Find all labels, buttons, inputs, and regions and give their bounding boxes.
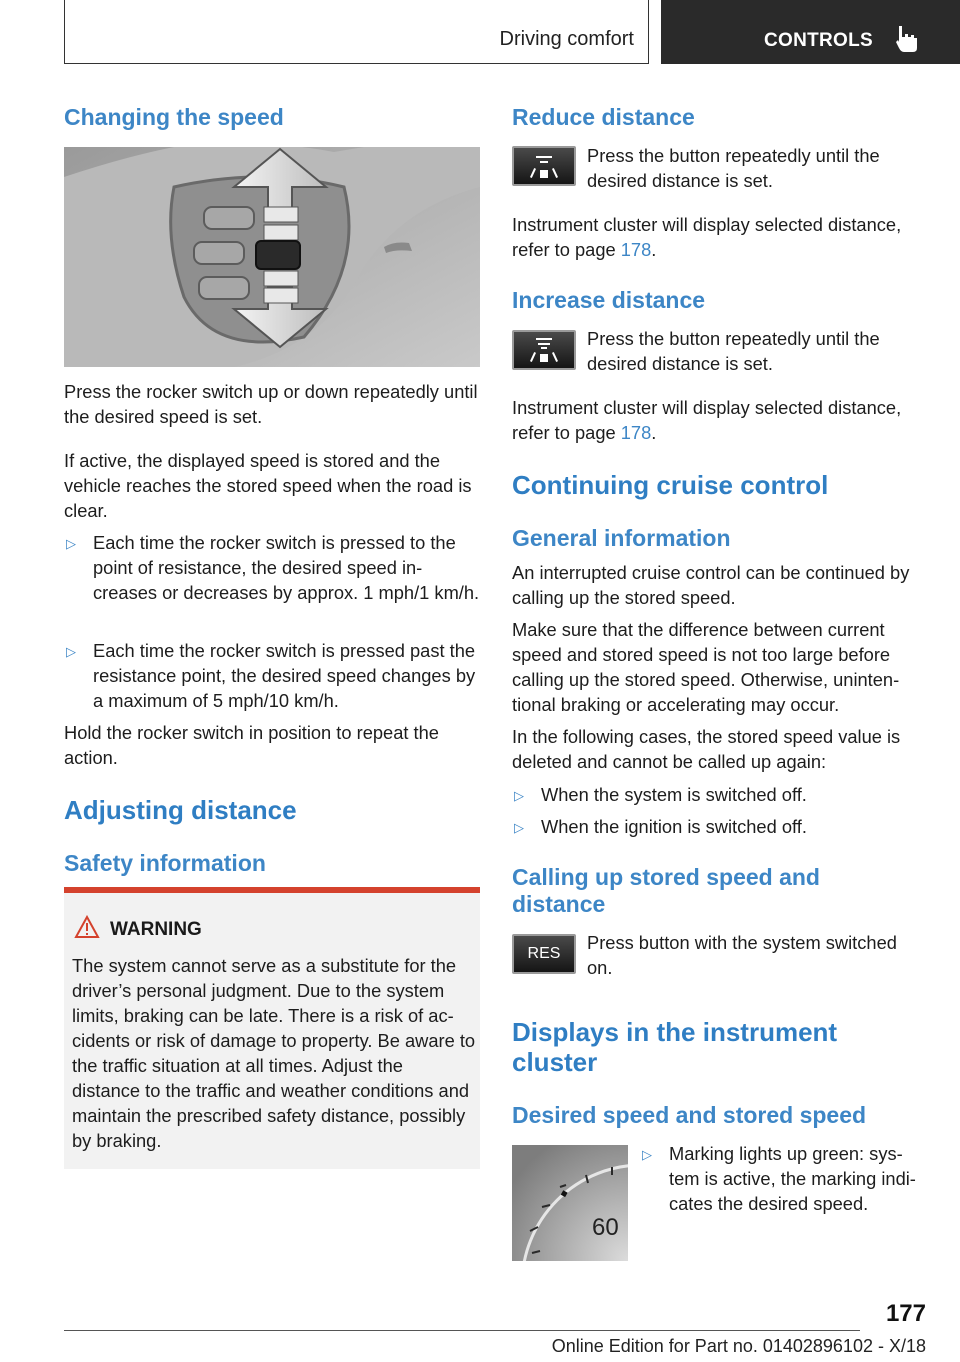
paragraph-general-2: Make sure that the difference between current speed and stored speed is not too large before calling up the stored speed. Otherwise, uninten‐ tional braking or accelerating may occur.	[512, 619, 900, 715]
paragraph-stored-speed: If active, the displayed speed is stored and the vehicle reaches the stored speed when the road is clear.	[64, 450, 472, 521]
paragraph-general-1: An interrupted cruise control can be continued by calling up the stored speed.	[512, 562, 910, 608]
warning-title: WARNING	[110, 919, 202, 940]
heading-increase-distance: Increase distance	[512, 287, 706, 313]
reduce-distance-button[interactable]	[512, 146, 576, 186]
header-section-title: Driving comfort	[499, 28, 634, 50]
heading-reduce-distance: Reduce distance	[512, 104, 695, 130]
res-button-label: RES	[527, 945, 561, 962]
warning-text: The system cannot serve as a substitute for the driver’s personal judgment. Due to the system limits, braking can be late. There is a risk of ac‐ cidents or risk of damage to property. Be aware to the traffic situation at all times. Adjust the distance to the traffic and weather conditions and maintain the prescribed safety distance, possibly by braking.	[72, 955, 476, 1151]
warning-triangle-icon	[74, 915, 100, 944]
bullet-item: Marking lights up green: sys‐ tem is active, the marking indi‐ cates the desired speed.	[669, 1143, 916, 1214]
bullet-item: When the system is switched off.	[541, 784, 807, 805]
paragraph-hold-rocker: Hold the rocker switch in position to repeat the action.	[64, 722, 439, 768]
increase-distance-button[interactable]	[512, 330, 576, 370]
paragraph-general-3: In the following cases, the stored speed value is deleted and cannot be called up again:	[512, 726, 901, 772]
bullet-triangle-icon: ▷	[66, 644, 76, 659]
bullet-item: When the ignition is switched off.	[541, 816, 807, 837]
page-link-178[interactable]: 178	[620, 422, 652, 443]
reduce-button-description: Press the button repeatedly until the desired distance is set.	[587, 145, 880, 191]
speedometer-number: 60	[592, 1214, 619, 1241]
bullet-triangle-icon: ▷	[642, 1147, 652, 1162]
steering-wheel-rocker-image	[64, 147, 480, 367]
heading-adjusting-distance: Adjusting distance	[64, 795, 297, 825]
heading-safety-information: Safety information	[64, 850, 266, 876]
heading-displays-instrument-cluster: Displays in the instrument	[512, 1017, 838, 1047]
increase-button-description: Press the button repeatedly until the desired distance is set.	[587, 328, 880, 374]
bullet-triangle-icon: ▷	[514, 788, 524, 803]
page-link-178[interactable]: 178	[620, 239, 652, 260]
heading-desired-stored-speed: Desired speed and stored speed	[512, 1102, 867, 1128]
paragraph-increase-cluster: Instrument cluster will display selected distance, refer to page 178.	[512, 397, 902, 443]
heading-displays-instrument-cluster-line2: cluster	[512, 1047, 598, 1077]
heading-continuing-cruise-control: Continuing cruise control	[512, 470, 829, 500]
heading-calling-up-stored-speed: Calling up stored speed and	[512, 864, 820, 890]
bullet-triangle-icon: ▷	[514, 820, 524, 835]
footer-edition: Online Edition for Part no. 01402896102 - X/18	[551, 1336, 926, 1356]
bullet-item: Each time the rocker switch is pressed past the resistance point, the desired speed changes by a maximum of 5 mph/10 km/h.	[93, 640, 476, 711]
speedometer-image	[512, 1145, 628, 1261]
pointing-hand-icon	[893, 24, 921, 59]
bullet-item: Each time the rocker switch is pressed to the point of resistance, the desired speed in‐ creases or decreases by approx. 1 mph/1 km/h.	[93, 532, 480, 603]
bullet-triangle-icon: ▷	[66, 536, 76, 551]
heading-changing-speed: Changing the speed	[64, 104, 284, 130]
page-number: 177	[885, 1300, 926, 1327]
header-chapter-label: CONTROLS	[764, 30, 874, 51]
res-button[interactable]	[512, 934, 576, 974]
footer-divider	[64, 1330, 860, 1331]
heading-calling-up-stored-speed-line2: distance	[512, 891, 606, 917]
heading-general-information: General information	[512, 525, 731, 551]
paragraph-rocker-press: Press the rocker switch up or down repeatedly until the desired speed is set.	[64, 381, 478, 427]
res-button-description: Press button with the system switched on.	[587, 932, 897, 978]
paragraph-reduce-cluster: Instrument cluster will display selected distance, refer to page 178.	[512, 214, 902, 260]
warning-box	[64, 887, 480, 1169]
